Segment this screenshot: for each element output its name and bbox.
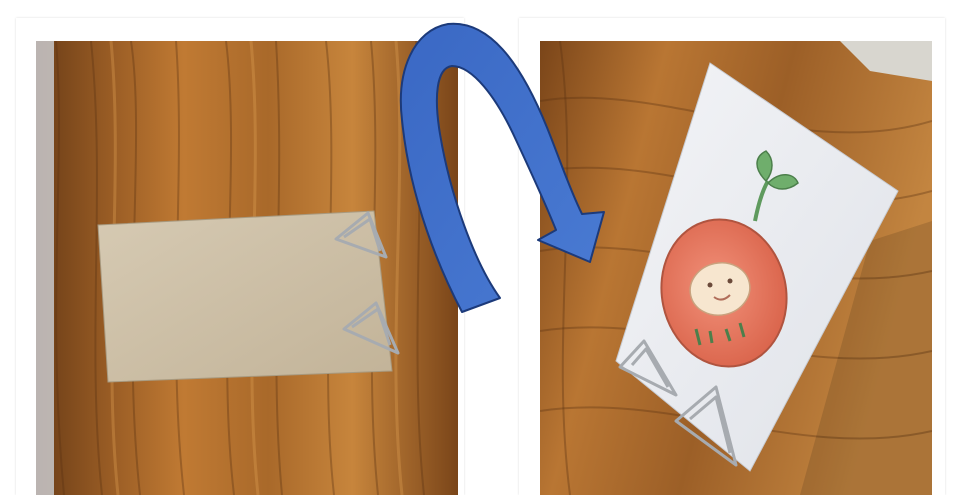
wall-edge [36,41,54,495]
left-photo-frame [16,18,464,495]
cardboard-piece [98,211,392,382]
right-photo-frame [519,18,945,495]
left-photo [36,41,458,495]
right-photo-image [540,41,932,495]
right-photo [540,41,932,495]
left-photo-image [36,41,458,495]
